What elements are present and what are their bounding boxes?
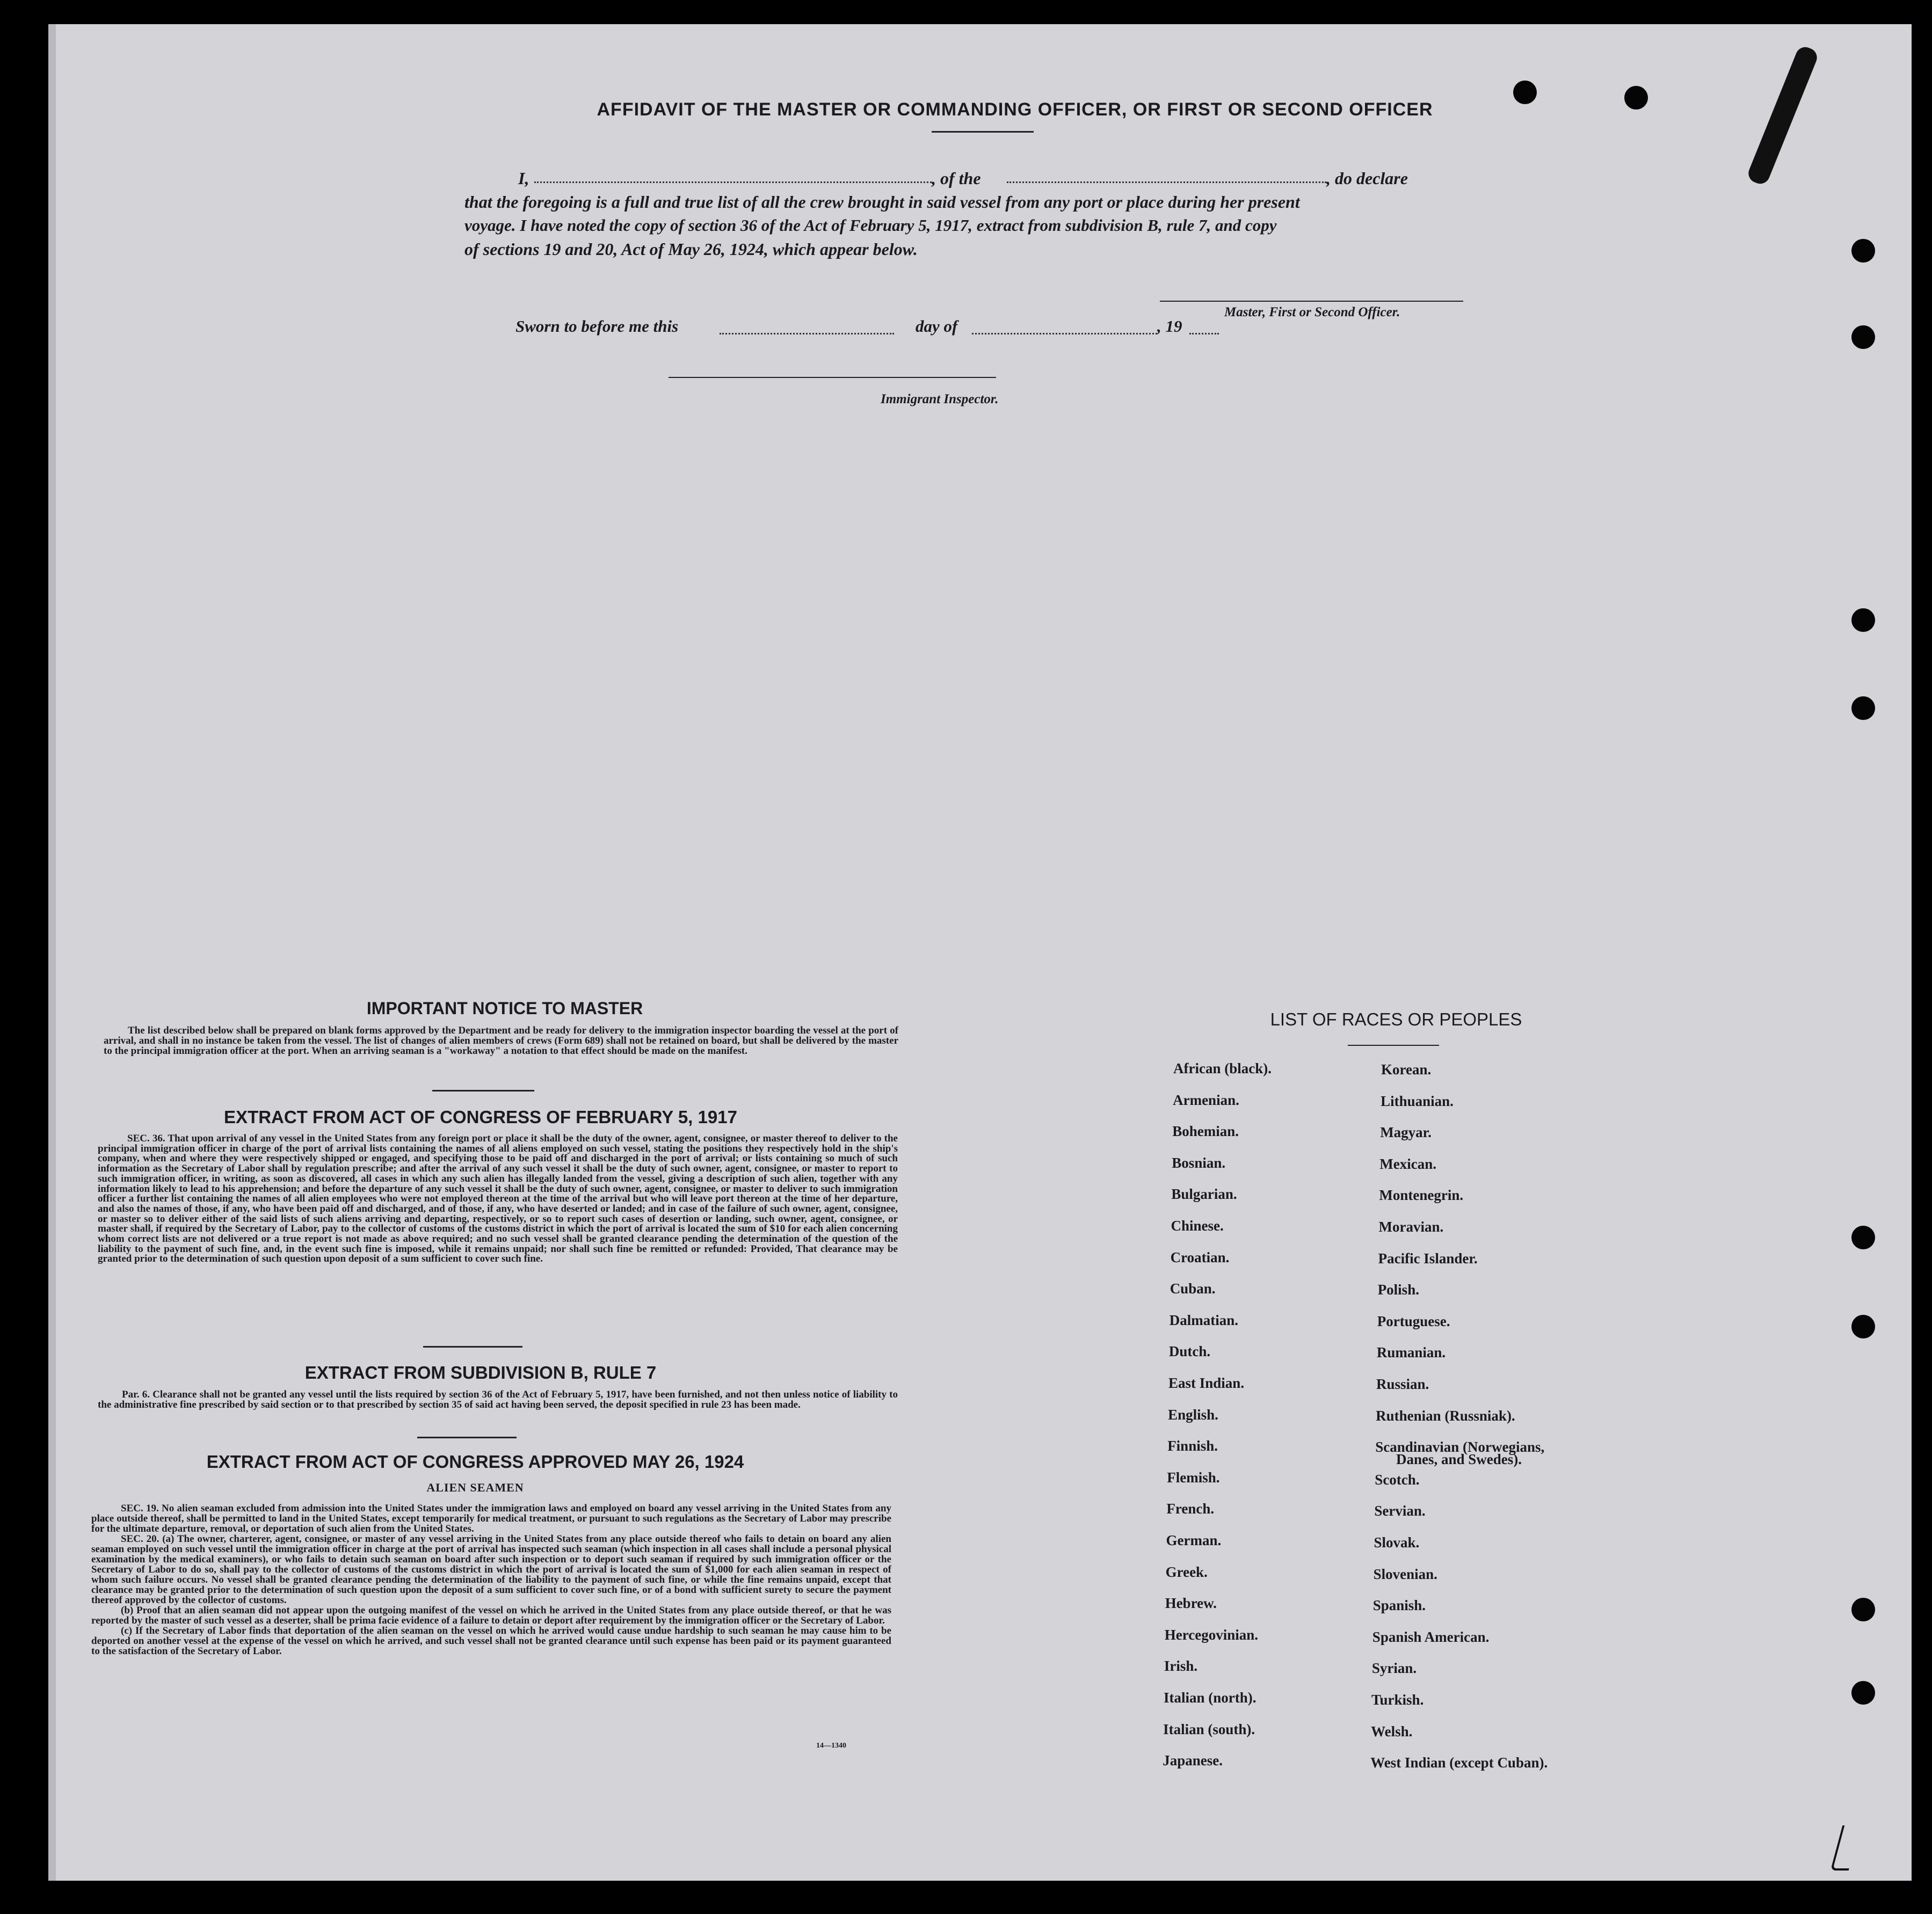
- rule7-title: EXTRACT FROM SUBDIVISION B, RULE 7: [304, 1363, 657, 1382]
- i-label: I,: [518, 169, 529, 188]
- page-edge: [48, 24, 56, 1881]
- race-item: English.: [1168, 1406, 1218, 1423]
- race-item: Turkish.: [1371, 1692, 1424, 1708]
- of-the-label: , of the: [932, 169, 981, 188]
- divider: [1348, 1045, 1439, 1046]
- affidavit-title: AFFIDAVIT OF THE MASTER OR COMMANDING OFFICER, OR FIRST OR SECOND OFFICER: [597, 99, 1433, 120]
- race-item: Irish.: [1164, 1658, 1198, 1675]
- race-item: Greek.: [1165, 1563, 1208, 1580]
- race-item: Russian.: [1376, 1376, 1429, 1392]
- punch-hole: [1851, 608, 1875, 632]
- race-item: Montenegrin.: [1379, 1187, 1464, 1204]
- race-item: Scotch.: [1375, 1471, 1420, 1488]
- sworn-line: [515, 317, 1246, 340]
- race-item: Italian (south).: [1163, 1721, 1255, 1737]
- race-item: Polish.: [1377, 1282, 1419, 1298]
- race-item: Armenian.: [1173, 1091, 1239, 1108]
- vessel-blank: [1007, 181, 1326, 183]
- race-item: Dutch.: [1168, 1343, 1211, 1360]
- races-title: LIST OF RACES OR PEOPLES: [1270, 1009, 1522, 1029]
- title-underline: [932, 131, 1034, 133]
- alien-seamen-subtitle: ALIEN SEAMEN: [426, 1481, 524, 1494]
- form-number: 14—1340: [816, 1742, 846, 1750]
- sec-20b: (b) Proof that an alien seaman did not appear upon the outgoing manifest of the vessel on which he arrived in the United States from any place outside thereof, or that he was reported by the master of such vessel as a deserter, shall be prima facie evidence of a failure to detain or deport after requirement by the immigration officer or the Secretary of Labor.: [91, 1605, 891, 1626]
- race-item: Pacific Islander.: [1378, 1250, 1478, 1267]
- race-item: Dalmatian.: [1169, 1312, 1239, 1328]
- punch-hole: [1851, 325, 1875, 349]
- punch-hole: [1851, 696, 1875, 720]
- race-item-cont: Danes, and Swedes).: [1396, 1451, 1522, 1467]
- race-item: West Indian (except Cuban).: [1370, 1755, 1548, 1771]
- race-item: Bohemian.: [1172, 1123, 1239, 1140]
- sworn-day-blank: [720, 333, 894, 334]
- race-item: Servian.: [1374, 1503, 1426, 1519]
- extract-1917-title: EXTRACT FROM ACT OF CONGRESS OF FEBRUARY 5, 1917: [224, 1107, 737, 1127]
- race-item: Portuguese.: [1377, 1313, 1450, 1329]
- name-blank: [534, 181, 932, 183]
- divider: [417, 1437, 517, 1438]
- affidavit-line-3: voyage. I have noted the copy of section 36 of the Act of February 5, 1917, extract from subdivision B, rule 7, and copy: [464, 216, 1277, 235]
- divider: [423, 1346, 522, 1348]
- race-item: Flemish.: [1167, 1469, 1220, 1486]
- divider: [432, 1090, 534, 1091]
- race-item: Welsh.: [1371, 1723, 1413, 1740]
- race-item: Cuban.: [1170, 1280, 1216, 1297]
- notice-title: IMPORTANT NOTICE TO MASTER: [366, 999, 643, 1018]
- punch-hole: [1513, 81, 1537, 104]
- inspector-signature-line: [669, 377, 996, 378]
- race-item: Magyar.: [1380, 1124, 1432, 1141]
- race-item: Slovak.: [1374, 1534, 1420, 1551]
- race-item: Hercegovinian.: [1164, 1626, 1259, 1643]
- race-item: Moravian.: [1378, 1219, 1444, 1235]
- declare-label: , do declare: [1326, 169, 1408, 188]
- race-item: African (black).: [1173, 1060, 1272, 1076]
- race-item: East Indian.: [1168, 1375, 1245, 1391]
- master-caption: Master, First or Second Officer.: [1224, 305, 1400, 319]
- race-item: Spanish.: [1372, 1597, 1426, 1614]
- notice-body: The list described below shall be prepared on blank forms approved by the Department and be ready for delivery to the immigration inspector boarding the vessel at the port of arrival, and shall in no instance be taken from the vessel. The list of changes of alien members of crews (Form 689) shall not be retained on board, but shall be delivered by the master to the principal immigration officer at the port. When an arriving seaman is a "workaway" a notation to that effect should be made on the manifest.: [104, 1025, 898, 1057]
- sec-20a: SEC. 20. (a) The owner, charterer, agent, consignee, or master of any vessel arriving in the United States from any place outside thereof who fails to detain on board any alien seaman employed on such vessel until the immigration officer in charge at the port of arrival has inspected such seaman (which inspection in all cases shall include a personal physical examination by the medical examiners), or who fails to detain such seaman on board after such inspection or to deport such seaman if required by such immigration officer or the Secretary of Labor to do so, shall pay to the collector of customs of the customs district in which the port of arrival is located the sum of $1,000 for each alien seaman in respect of whom such failure occurs. No vessel shall be granted clearance pending the determination of the liability to the payment of such fine, or while the fine remains unpaid, except that clearance may be granted prior to the determination of such question upon the deposit of a sum sufficient to cover such fine, or of a bond with sufficient surety to secure the payment thereof approved by the collector of customs.: [91, 1533, 891, 1606]
- year-blank: [1189, 333, 1219, 334]
- sec-20c: (c) If the Secretary of Labor finds that deportation of the alien seaman on the vessel on which he arrived would cause undue hardship to such seaman he may cause him to be deported on another vessel at the expense of the vessel on which he arrived, and such vessel shall not be granted clearance until such expense has been paid or its payment guaranteed to the satisfaction of the Secretary of Labor.: [91, 1625, 891, 1657]
- race-item: Croatian.: [1170, 1249, 1230, 1265]
- affidavit-text: [464, 166, 1504, 261]
- rule7-body: Par. 6. Clearance shall not be granted any vessel until the lists required by section 36 of the Act of February 5, 1917, have been furnished, and not then unless notice of liability to the administrative fine prescribed by said section or to that prescribed by section 35 of said act having been served, the deposit specified in rule 23 has been made.: [98, 1389, 898, 1410]
- race-item: Scandinavian (Norwegians,: [1375, 1439, 1545, 1455]
- day-of-label: day of: [916, 317, 958, 336]
- race-item: Bosnian.: [1172, 1154, 1226, 1171]
- race-item: Ruthenian (Russniak).: [1376, 1407, 1515, 1424]
- race-item: Rumanian.: [1376, 1344, 1446, 1361]
- extract-1924-title: EXTRACT FROM ACT OF CONGRESS APPROVED MAY 26, 1924: [206, 1452, 744, 1472]
- race-item: German.: [1166, 1532, 1222, 1548]
- race-item: Spanish American.: [1372, 1628, 1490, 1645]
- race-item: Lithuanian.: [1381, 1093, 1454, 1109]
- race-item: Italian (north).: [1164, 1690, 1256, 1706]
- punch-hole: [1851, 1681, 1875, 1705]
- race-item: Hebrew.: [1165, 1595, 1217, 1612]
- year-label: , 19: [1157, 317, 1182, 336]
- race-item: Korean.: [1381, 1061, 1432, 1078]
- race-item: Bulgarian.: [1171, 1186, 1237, 1203]
- race-item: Syrian.: [1371, 1660, 1417, 1677]
- punch-hole: [1851, 1598, 1875, 1621]
- affidavit-line-2: that the foregoing is a full and true list of all the crew brought in said vessel from any port or place during her present: [464, 192, 1300, 212]
- race-item: French.: [1166, 1501, 1215, 1517]
- inspector-caption: Immigrant Inspector.: [881, 392, 999, 406]
- race-item: Japanese.: [1163, 1752, 1223, 1769]
- extract-1917-body: SEC. 36. That upon arrival of any vessel in the United States from any foreign port or place it shall be the duty of the owner, agent, consignee, or master thereof to deliver to the principal immigration officer in charge of the port of arrival lists containing the names of all aliens employed on such vessel, stating the positions they respectively hold in the ship's company, when and where they were respectively shipped or engaged, and specifying those to be paid off and discharged in the port of arrival; or lists containing so much of such information as the Secretary of Labor shall by regulation prescribe; and after the arrival of any such vessel it shall be the duty of such owner, agent, consignee, or master to report to such immigration officer, in writing, as soon as discovered, all cases in which any such alien has illegally landed from the vessel, giving a description of such alien, together with any information likely to lead to his apprehension; and before the departure of any such vessel it shall be the duty of such owner, agent, consignee, or master to deliver to such immigration officer a further list containing the names of all alien employees who were not employed thereon at the time of the arrival but who will leave port thereon at the time of her departure, and also the names of those, if any, who have been paid off and discharged, and of those, if any, who have deserted or landed; and in case of the failure of such owner, agent, consignee, or master so to deliver either of the said lists of such aliens arriving and departing, respectively, or so to report such cases of desertion or landing, such owner, agent, consignee, or master shall, if required by the Secretary of Labor, pay to the collector of customs of the customs district in which the port of arrival is located the sum of $10 for each alien concerning whom correct lists are not delivered or a true report is not made as above required; and no such vessel shall be granted clearance pending the determination of the question of the liability to the payment of such fine, and, in the event such fine is imposed, while it remains unpaid; nor shall such fine be remitted or refunded: Provided, That clearance may be granted prior to the determination of such question upon deposit of a sum sufficient to cover such fine.: [98, 1133, 898, 1265]
- race-item: Slovenian.: [1373, 1566, 1437, 1582]
- sworn-month-blank: [972, 333, 1157, 334]
- race-item: Chinese.: [1171, 1218, 1224, 1234]
- sworn-label: Sworn to before me this: [515, 317, 679, 336]
- sec-19: SEC. 19. No alien seaman excluded from admission into the United States under the immigration laws and employed on board any vessel arriving in the United States from any place outside thereof, shall be permitted to land in the United States, except temporarily for medical treatment, or pursuant to such regulations as the Secretary of Labor may prescribe for the ultimate departure, removal, or deportation of such alien from the United States.: [91, 1503, 891, 1534]
- punch-hole: [1851, 1315, 1875, 1338]
- race-item: Mexican.: [1379, 1155, 1437, 1172]
- extract-1924-body: [91, 1503, 891, 1656]
- punch-hole: [1851, 1226, 1875, 1249]
- punch-hole: [1851, 239, 1875, 263]
- race-item: Finnish.: [1167, 1438, 1218, 1454]
- punch-hole: [1624, 86, 1648, 110]
- master-signature-line: [1160, 301, 1463, 302]
- affidavit-line-4: of sections 19 and 20, Act of May 26, 1924, which appear below.: [464, 239, 918, 259]
